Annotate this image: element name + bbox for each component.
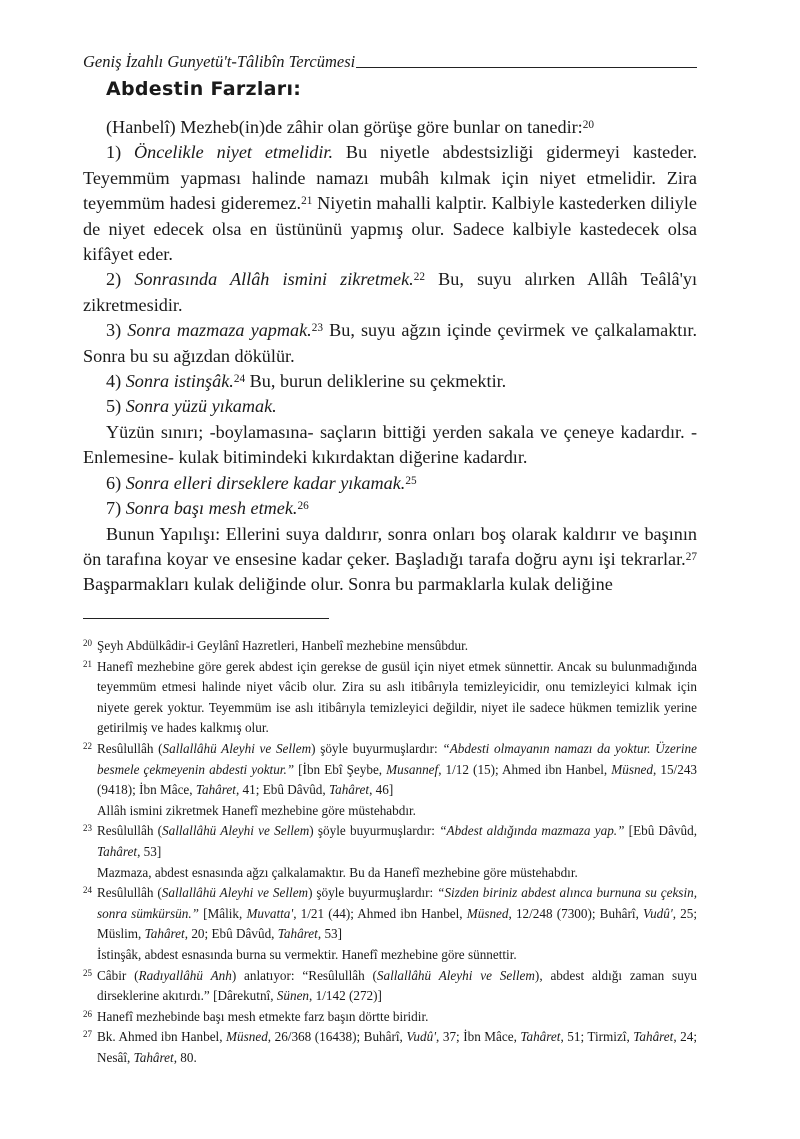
text-run: 5) xyxy=(106,396,126,417)
text-run: , 15/243 (9418); İbn Mâce, xyxy=(97,761,698,798)
running-head-title: Geniş İzahlı Gunyetü't-Tâlibîn Tercümesi xyxy=(83,52,356,71)
text-run: Şeyh Abdülkâdir-i Geylânî Hazretleri, Hanbelî mezhebine mensûbdur. xyxy=(97,638,469,653)
paragraph-method xyxy=(83,522,697,598)
text-run: Tahâret xyxy=(133,1049,174,1065)
text-run: Resûlullâh ( xyxy=(97,823,163,839)
text-run: Hanefî mezhebine göre gerek abdest için gerekse de gusül için niyet etmek sünnettir. Ancak su bulunmadığında teyemmüm etmesi halinde niyet vâcib olur. Zira su aslı itibârıyla temizleyicidir, onu temizleyici kılmak için niyete gerek yoktur. Teyemmüm ise aslı itibârıyla temizleyici değildir, niyet ile sadece hükmen temizlik yerine getirilmiş ve hades kalkmış olur. xyxy=(97,658,697,736)
paragraph-item-4 xyxy=(83,369,697,394)
text-run: 3) xyxy=(106,320,128,341)
text-run: , 26/368 (16438); Buhârî, xyxy=(267,1029,407,1045)
paragraph-item-3 xyxy=(83,318,697,369)
text-run: Muvatta' xyxy=(246,905,294,921)
text-run: Sallallâhü Aleyhi ve Sellem xyxy=(161,885,309,901)
text-run: , 1/21 (44); Ahmed ibn Hanbel, xyxy=(293,905,467,921)
text-run: 23 xyxy=(83,823,92,834)
text-run: Sallallâhü Aleyhi ve Sellem xyxy=(162,823,310,839)
footnote-ref-25[interactable]: 25 xyxy=(405,474,417,487)
text-run: , 12/248 (7300); Buhârî, xyxy=(508,905,644,921)
text-run: Radıyallâhü Anh xyxy=(138,967,232,983)
text-run: Vudû' xyxy=(406,1029,437,1045)
text-run: “Sizden biriniz abdest alınca burnuna su çeksin, sonra sümkürsün.” xyxy=(97,885,697,921)
text-run: Başparmakları kulak deliğinde olur. Sonra bu parmaklarla kulak deliğine xyxy=(83,574,613,595)
text-run: “Abdest aldığında mazmaza yap.” xyxy=(439,823,625,839)
item-title: Sonrasında Allâh ismini zikretmek. xyxy=(134,269,414,290)
text-run: (Hanbelî) Mezheb(in)de zâhir olan görüşe göre bunlar on tanedir: xyxy=(106,117,583,137)
paragraph-item-6 xyxy=(83,471,697,496)
paragraph-item-2 xyxy=(83,267,697,318)
text-run: Bu, burun deliklerine su çekmektir. xyxy=(245,371,507,392)
text-run: “Abdesti olmayanın namazı da yoktur. Üzerine besmele çekmeyenin abdesti yoktur.” xyxy=(97,740,697,777)
text-run: , 46] xyxy=(369,782,394,798)
footnote-24-note: İstinşâk, abdest esnasında burna su vermektir. Hanefî mezhebine göre sünnettir. xyxy=(97,946,517,962)
section-heading: Abdestin Farzları: xyxy=(106,78,302,100)
text-run: Bunun Yapılışı: Ellerini suya daldırır, sonra onları boş olarak kaldırır ve başının ön tarafına koyar ve ensesine kadar çeker. Başladığı tarafa doğru aynı işi tekrarlar. xyxy=(83,523,697,569)
footnote-ref-23[interactable]: 23 xyxy=(311,322,323,335)
text-run: Sallallâhü Aleyhi ve Sellem xyxy=(376,967,535,983)
footnote-ref-27[interactable]: 27 xyxy=(685,550,697,563)
text-run: Tahâret xyxy=(144,926,185,942)
text-run: [İbn Ebî Şeybe, xyxy=(294,761,387,777)
footnote-ref-22[interactable]: 22 xyxy=(413,271,425,284)
text-run: , 80. xyxy=(173,1049,197,1065)
item-title: Sonra başı mesh etmek. xyxy=(125,498,298,519)
text-run: Musannef xyxy=(386,761,439,777)
text-run: Tahâret xyxy=(520,1029,561,1045)
footnote-24 xyxy=(83,883,697,945)
text-run: Sallallâhü Aleyhi ve Sellem xyxy=(162,740,312,756)
paragraph-item-5 xyxy=(83,394,697,419)
footnote-25 xyxy=(83,966,697,1007)
text-run: ) anlatıyor: “Resûlullâh ( xyxy=(231,967,377,983)
text-run: Müsned xyxy=(611,761,654,777)
text-run: 1) xyxy=(106,142,135,163)
footnote-ref-24[interactable]: 24 xyxy=(233,373,246,385)
text-run: , 25; Müslim, xyxy=(97,905,697,942)
text-run: Müsned xyxy=(466,905,509,921)
text-run: Sünen xyxy=(276,988,310,1004)
footnote-ref-21[interactable]: 21 xyxy=(301,195,313,208)
paragraph-item-7 xyxy=(83,496,697,521)
text-run: ) şöyle buyurmuşlardır: xyxy=(311,740,443,756)
footnote-22 xyxy=(83,739,697,801)
item-title: Sonra mazmaza yapmak. xyxy=(127,320,312,341)
text-run: Tahâret xyxy=(277,926,318,942)
footnote-20 xyxy=(83,636,697,657)
text-run: , 41; Ebû Dâvûd, xyxy=(235,782,329,798)
text-run: 7) xyxy=(106,498,126,519)
text-run: , 1/142 (272)] xyxy=(309,988,382,1004)
text-run: Bu niyetle abdestsizliği gidermeyi kasteder. Teyemmüm yapması halinde namazı mubâh kılmak için niyet etmelidir. Zira teyemmüm hadesi gideremez. xyxy=(83,142,697,214)
text-run: , 53] xyxy=(317,926,343,942)
text-run: Tahâret xyxy=(97,843,138,859)
text-run: Hanefî mezhebinde başı mesh etmekte farz başın dörtte biridir. xyxy=(97,1008,429,1024)
text-run: Câbir ( xyxy=(97,967,139,983)
footnote-ref-26[interactable]: 26 xyxy=(297,500,309,513)
text-run: Tahâret xyxy=(195,782,236,798)
text-run: Tahâret xyxy=(633,1029,674,1045)
footnote-23 xyxy=(83,821,697,862)
footnote-27 xyxy=(83,1027,697,1068)
text-run: Niyetin mahalli kalptir. Kalbiyle kastederken diliyle de niyet edecek olsa en üstününü yapmış olur. Sadece kalbiyle kastedecek olsa kifâyet eder. xyxy=(83,193,697,265)
paragraph-intro xyxy=(83,115,697,140)
item-title: Sonra istinşâk. xyxy=(125,371,234,392)
footnote-23-note: Mazmaza, abdest esnasında ağzı çalkalamaktır. Bu da Hanefî mezhebine göre müstehabdır. xyxy=(97,864,578,880)
text-run: ), abdest aldığı zaman suyu dirseklerine akıtırdı.” [Dârekutnî, xyxy=(97,967,697,1004)
text-run: 6) xyxy=(106,472,126,493)
text-run: 22 xyxy=(83,740,92,751)
text-run: Tahâret xyxy=(329,782,370,798)
text-run: 27 xyxy=(83,1029,92,1040)
footnote-26 xyxy=(83,1007,697,1028)
text-run: 20 xyxy=(83,638,92,648)
text-run: [Ebû Dâvûd, xyxy=(624,823,697,839)
text-run: , 53] xyxy=(137,843,162,859)
text-run: , 20; Ebû Dâvûd, xyxy=(184,926,278,942)
item-title: Öncelikle niyet etmelidir. xyxy=(134,142,334,163)
running-head xyxy=(83,52,697,72)
body-text xyxy=(83,115,697,598)
running-head-rule xyxy=(356,67,697,68)
footnote-21 xyxy=(83,657,697,739)
footnote-22-note: Allâh ismini zikretmek Hanefî mezhebine göre müstehabdır. xyxy=(97,802,416,818)
paragraph-item-1 xyxy=(83,140,697,267)
item-title: Sonra yüzü yıkamak. xyxy=(125,396,277,417)
text-run: , 1/12 (15); Ahmed ibn Hanbel, xyxy=(438,761,612,777)
text-run: , 24; Nesâî, xyxy=(97,1029,697,1065)
text-run: Bk. Ahmed ibn Hanbel, xyxy=(97,1029,227,1045)
text-run: 24 xyxy=(83,885,92,896)
text-run: , 51; Tirmizî, xyxy=(560,1029,634,1045)
text-run: 26 xyxy=(83,1008,92,1019)
text-run: Bu, suyu alırken Allâh Teâlâ'yı zikretmesidir. xyxy=(83,269,697,315)
text-run: Resûlullâh ( xyxy=(97,885,162,901)
text-run: ) şöyle buyurmuşlardır: xyxy=(308,885,438,901)
text-run: 21 xyxy=(83,658,92,669)
text-run: ) şöyle buyurmuşlardır: xyxy=(309,823,440,839)
footnote-ref-20[interactable]: 20 xyxy=(582,118,594,131)
paragraph-face-limit: Yüzün sınırı; -boylamasına- saçların bittiği yerden sakala ve çeneye kadardır. -Enlemesine- kulak bitimindeki kıkırdaktan diğerine kadardır. xyxy=(83,421,697,468)
text-run: 4) xyxy=(106,371,126,392)
footnote-divider xyxy=(83,618,329,619)
text-run: Bu, suyu ağzın içinde çevirmek ve çalkalamaktır. Sonra bu su ağızdan dökülür. xyxy=(83,320,697,366)
text-run: Vudû' xyxy=(643,905,673,921)
text-run: Müsned xyxy=(226,1029,268,1045)
text-run: Resûlullâh ( xyxy=(97,740,163,756)
footnotes xyxy=(83,636,697,1068)
text-run: 2) xyxy=(106,269,135,290)
text-run: [Mâlik, xyxy=(198,905,247,921)
text-run: , 37; İbn Mâce, xyxy=(436,1029,521,1045)
text-run: 25 xyxy=(83,967,92,978)
item-title: Sonra elleri dirseklere kadar yıkamak. xyxy=(125,472,406,493)
